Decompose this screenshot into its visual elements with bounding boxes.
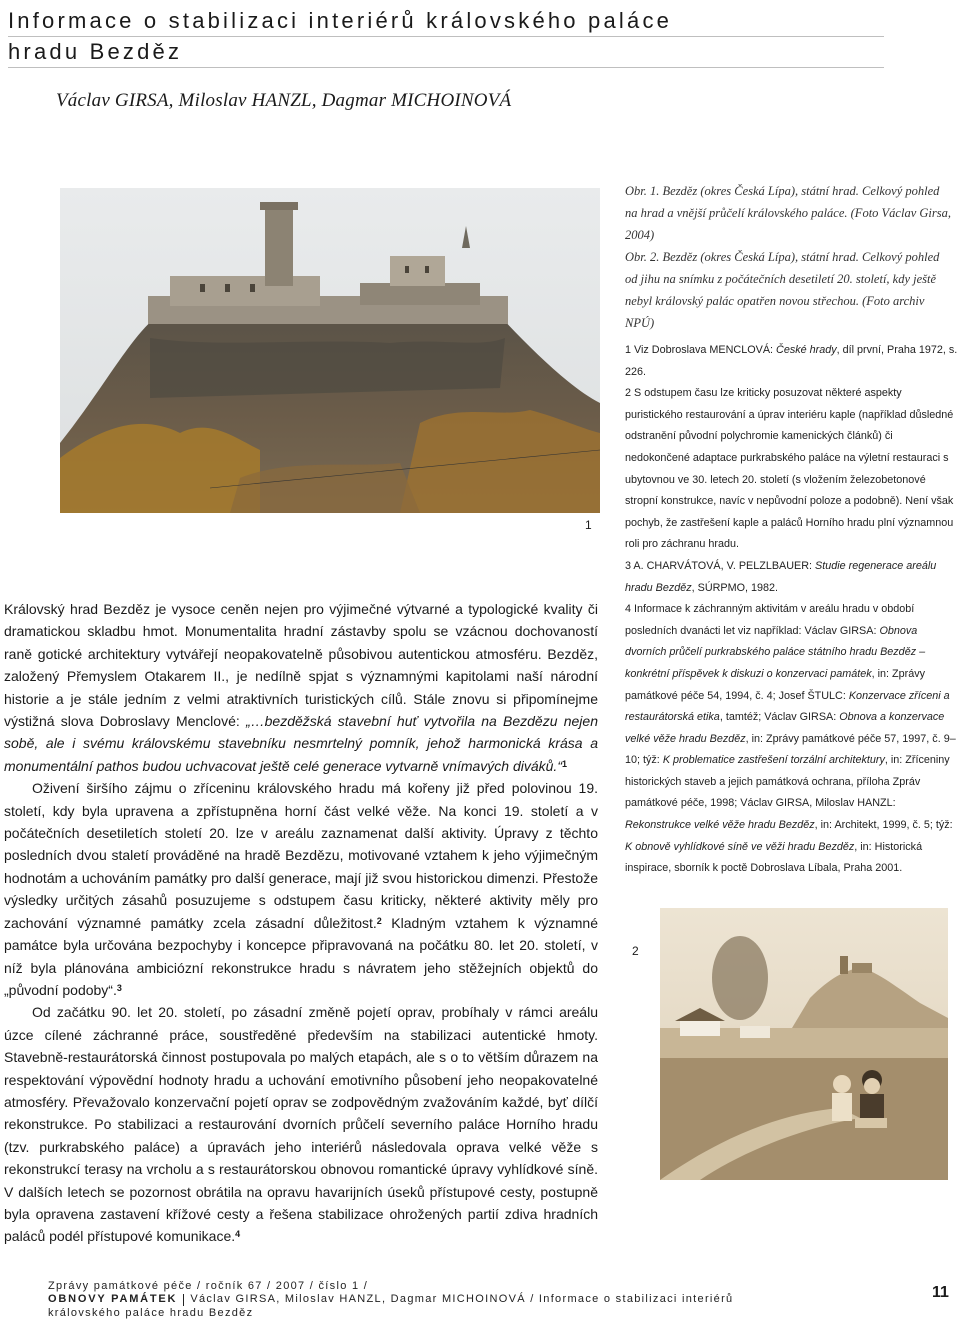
archive-photo bbox=[660, 908, 948, 1180]
page-footer bbox=[48, 1280, 868, 1320]
figure-1-number: 1 bbox=[585, 518, 592, 532]
footnote-4: 4 Informace k záchranným aktivitám v areálu hradu v období posledních dvanácti let viz například: Václav GIRSA: Obnova dvorních průčelí purkrabského paláce státního hradu Bezděz – konkrétní příspěvek k diskuzi o konzervaci památek, in: Zprávy památkové péče 54, 1994, č. 4; Josef ŠTULC: Konzervace zříceni a restaurátorská etika, tamtéž; Václav GIRSA: Obnova a konzervace velké věže hradu Bezděz, in: Zprávy památkové péče 57, 1997, č. 9–10; týž: K problematice zastřešení torzální architektury, in: Zříceniny historických staveb a jejich památková ochrana, příloha Zpráv památkové péče, 1998; Václav GIRSA, Miloslav HANZL: Rekonstrukce velké věže hradu Bezděz, in: Architekt, 1999, č. 5; týž: K obnově vyhlídkové síně ve věži hradu Bezděz, in: Historická inspirace, sborník k poctě Dobroslava Líbala, Praha 2001. bbox=[625, 603, 956, 875]
title-line-2: hradu Bezděz bbox=[8, 37, 884, 68]
figure-captions bbox=[625, 180, 955, 334]
caption-obr-2: Obr. 2. Bezděz (okres Česká Lípa), státní hrad. Celkový pohled od jihu na snímku z počátečních desetiletí 20. století, kdy ještě nebyl královský palác opatřen novou střechou. (Foto archiv NPÚ) bbox=[625, 250, 940, 330]
section-separator bbox=[183, 1294, 184, 1306]
caption-obr-1: Obr. 1. Bezděz (okres Česká Lípa), státní hrad. Celkový pohled na hrad a vnější průčelí královského paláce. (Foto Václav Girsa, 2004) bbox=[625, 184, 951, 242]
page-number: 11 bbox=[932, 1284, 949, 1301]
footnote-ref-2: 2 bbox=[376, 915, 382, 926]
footnote-3: 3 A. CHARVÁTOVÁ, V. PELZLBAUER: Studie regenerace areálu hradu Bezděz, SÚRPMO, 1982. bbox=[625, 559, 937, 594]
article-reference-cont: královského paláce hradu Bezděz bbox=[48, 1306, 254, 1319]
footnote-ref-1: 1 bbox=[561, 758, 567, 769]
body-paragraph-1: Královský hrad Bezděz je vysoce ceněn nejen pro výjimečné výtvarné a typologické kvality či dramatickou skladbu hmot. Monumentalita hradní zástavby spolu se vzácnou dochovaností raně gotické architektury vytvářejí neopakovatelně působivou autentickou atmosféru. Bezděz, založený Přemyslem Otakarem II., je nedílně spjat s významnými kapitolami naší národní historie a je stále jedním z velmi atraktivních turistických cílů. Stále znovu si připomínejme výstižná slova Dobroslavy Menclové: „…bezděžská stavební huť vytvořila na Bezdězu nejen sobě, ale i svému královskému stavebníku nesmrtelný pomník, jehož harmonická krása a monumentální pathos budou uchvacovat ještě celé generace vytvarně vnímavých diváků.“$^1$ bbox=[4, 601, 598, 774]
body-paragraph-2: Oživení širšího zájmu o zříceninu královského hradu má kořeny již před polovinou 19. století, kdy byla upravena a zpřístupněna horní část velké věže. Na konci 19. století a v počátečních desetiletích století 20. lze v areálu zaznamenat další aktivity. Úpravy z těchto posledních dvou staletí prováděné na hradě Bezdězu, motivované vztahem k jeho výjimečným hodnotám a uchováním památky pro další generace, mají již svou historickou dimenzi. Přestože výsledky určitých zásahů posuzujeme s odstupem času kriticky, některé aktivity měly pro zachování významné památky zcela zásadní důležitost.$^2$ Kladným vztahem k významné památce byla určována bezpochyby i koncepce připravovaná na počátku 80. let 20. století, v níž byla plánována ambiciózní rekonstrukce hradu s návratem jeho stěžejních objektů do „původní podoby“.$^3$ bbox=[4, 780, 598, 998]
article-title bbox=[8, 6, 884, 68]
body-paragraph-3: Od začátku 90. let 20. století, po zásadní změně pojetí oprav, probíhaly v rámci areálu úzce cílené záchranné práce, soustředěné především na stabilizaci autentické hmoty. Stavebně-restaurátorská činnost postupovala po malých etapách, ale s o to větším důrazem na respektování výpovědní hodnoty hradu a uchování emotivního působení jeho neopakovatelné atmosféry. Převažovalo konzervační pojetí oprav se zodpovědným zvažováním každé, byť dílčí rekonstrukce. Po stabilizaci a restaurování dvorních průčelí severního paláce Horního hradu (tzv. purkrabského paláce) a úpravách jeho interiérů následovala oprava velké věže s rekonstrukcí terasy na vrcholu a s restaurátorskou obnovou romantické úpravy vyhlídkové síně. V dalších letech se pozornost obrátila na opravu havarijních úseků přístupové cesty, postupně byla opravena zastavení křížové cesty a řešena stabilizace ohrožených partií zdiva hradních paláců podél přístupové komunikace.$^4$ bbox=[4, 1004, 598, 1245]
castle-photo bbox=[60, 188, 600, 513]
footnote-ref-3: 3 bbox=[116, 982, 122, 993]
figure-2-number: 2 bbox=[632, 944, 639, 958]
title-line-1: Informace o stabilizaci interiérů královského paláce bbox=[8, 6, 884, 37]
section-name: OBNOVY PAMÁTEK bbox=[48, 1293, 178, 1306]
article-reference: Václav GIRSA, Miloslav HANZL, Dagmar MICHOINOVÁ / Informace o stabilizaci interiérů bbox=[190, 1293, 734, 1306]
footnotes bbox=[625, 340, 958, 880]
footnote-2: 2 S odstupem času lze kriticky posuzovat některé aspekty puristického restaurování a úprav interiéru kaple (například důsledné odstranění původní polychromie kamenických článků) či nedokončené adaptace purkrabského paláce na výletní restauraci s ubytovnou ve 30. letech 20. století (s vložením železobetonové stropní konstrukce, navíc v nepůvodní poloze a podobně). Není však pochyb, že zastřešení kaple a paláců Horního hradu plní významnou roli pro záchranu hradu. bbox=[625, 387, 954, 551]
journal-info: Zprávy památkové péče / ročník 67 / 2007 / číslo 1 / bbox=[48, 1280, 369, 1292]
footnote-ref-4: 4 bbox=[235, 1229, 241, 1240]
article-authors: Václav GIRSA, Miloslav HANZL, Dagmar MICHOINOVÁ bbox=[56, 90, 512, 111]
footnote-1: 1 Viz Dobroslava MENCLOVÁ: České hrady, díl první, Praha 1972, s. 226. bbox=[625, 344, 958, 378]
article-body bbox=[4, 598, 598, 1248]
section-line bbox=[48, 1293, 868, 1306]
